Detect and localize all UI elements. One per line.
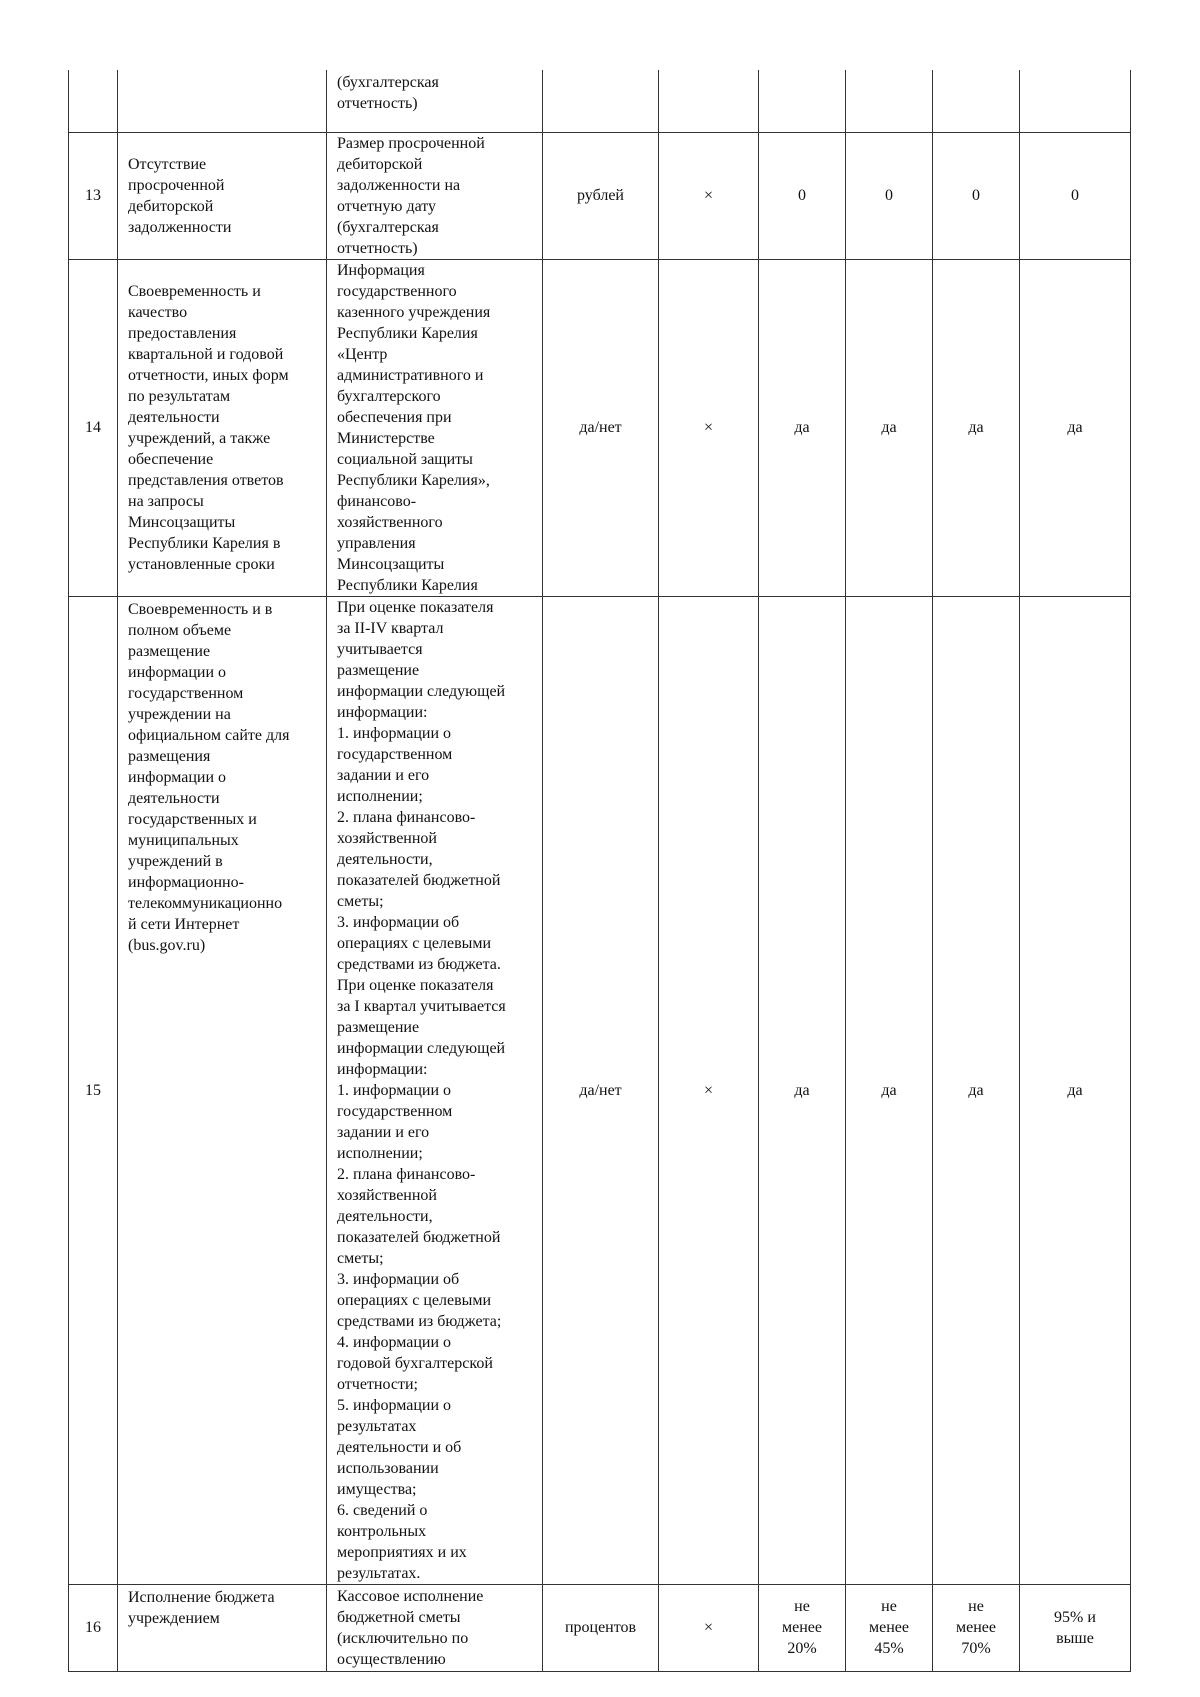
base-value (659, 70, 759, 132)
row-number: 16 (69, 1584, 118, 1671)
table-row (69, 1584, 1131, 1671)
value-q3 (933, 70, 1020, 132)
value-q3: да (933, 596, 1020, 1584)
base-value: × (659, 132, 759, 259)
value-q1: да (759, 596, 846, 1584)
value-q3: не менее 70% (933, 1584, 1020, 1671)
value-q1: 0 (759, 132, 846, 259)
table-row (69, 70, 1131, 132)
unit (543, 70, 659, 132)
unit: рублей (543, 132, 659, 259)
value-year: 0 (1020, 132, 1131, 259)
table-row (69, 596, 1131, 1584)
value-q2: да (846, 259, 933, 596)
value-year: 95% и выше (1020, 1584, 1131, 1671)
value-q2: не менее 45% (846, 1584, 933, 1671)
data-source: Кассовое исполнение бюджетной сметы (исключительно по осуществлению (327, 1584, 543, 1671)
row-number: 13 (69, 132, 118, 259)
value-q1: да (759, 259, 846, 596)
value-q2: 0 (846, 132, 933, 259)
row-number: 14 (69, 259, 118, 596)
indicator-name: Своевременность и качество предоставления квартальной и годовой отчетности, иных форм по результатам деятельности учреждений, а также обеспечение представления ответов на запросы Минсоцзащиты Республики Карелия в установленные сроки (118, 259, 327, 596)
value-q2 (846, 70, 933, 132)
indicator-name: Своевременность и в полном объеме размещение информации о государственном учреждении на официальном сайте для размещения информации о деятельности государственных и муниципальных учреждений в информационно- телекоммуникационно й сети Интернет (bus.gov.ru) (118, 596, 327, 1584)
value-q2: да (846, 596, 933, 1584)
data-source: Информация государственного казенного учреждения Республики Карелия «Центр административного и бухгалтерского обеспечения при Министерстве социальной защиты Республики Карелия», финансово- хозяйственного управления Минсоцзащиты Республики Карелия (327, 259, 543, 596)
indicator-name: Отсутствие просроченной дебиторской задолженности (118, 132, 327, 259)
value-q3: да (933, 259, 1020, 596)
unit: процентов (543, 1584, 659, 1671)
table-row (69, 132, 1131, 259)
base-value: × (659, 1584, 759, 1671)
base-value: × (659, 259, 759, 596)
value-q1 (759, 70, 846, 132)
unit: да/нет (543, 259, 659, 596)
value-year: да (1020, 259, 1131, 596)
value-year (1020, 70, 1131, 132)
table-row (69, 259, 1131, 596)
indicators-table (68, 70, 1131, 1672)
row-number: 15 (69, 596, 118, 1584)
base-value: × (659, 596, 759, 1584)
row-number (69, 70, 118, 132)
indicator-name (118, 70, 327, 132)
data-source: При оценке показателя за II-IV квартал учитывается размещение информации следующей информации: 1. информации о государственном задании и его исполнении; 2. плана финансово- хозяйственной деятельности, показателей бюджетной сметы; 3. информации об операциях с целевыми средствами из бюджета. При оценке показателя за I квартал учитывается размещение информации следующей информации: 1. информации о государственном задании и его исполнении; 2. плана финансово- хозяйственной деятельности, показателей бюджетной сметы; 3. информации об операциях с целевыми средствами из бюджета; 4. информации о годовой бухгалтерской отчетности; 5. информации о результатах деятельности и об использовании имущества; 6. сведений о контрольных мероприятиях и их результатах. (327, 596, 543, 1584)
unit: да/нет (543, 596, 659, 1584)
indicator-name: Исполнение бюджета учреждением (118, 1584, 327, 1671)
value-q1: не менее 20% (759, 1584, 846, 1671)
value-year: да (1020, 596, 1131, 1584)
value-q3: 0 (933, 132, 1020, 259)
data-source: Размер просроченной дебиторской задолженности на отчетную дату (бухгалтерская отчетность) (327, 132, 543, 259)
data-source: (бухгалтерская отчетность) (327, 70, 543, 132)
